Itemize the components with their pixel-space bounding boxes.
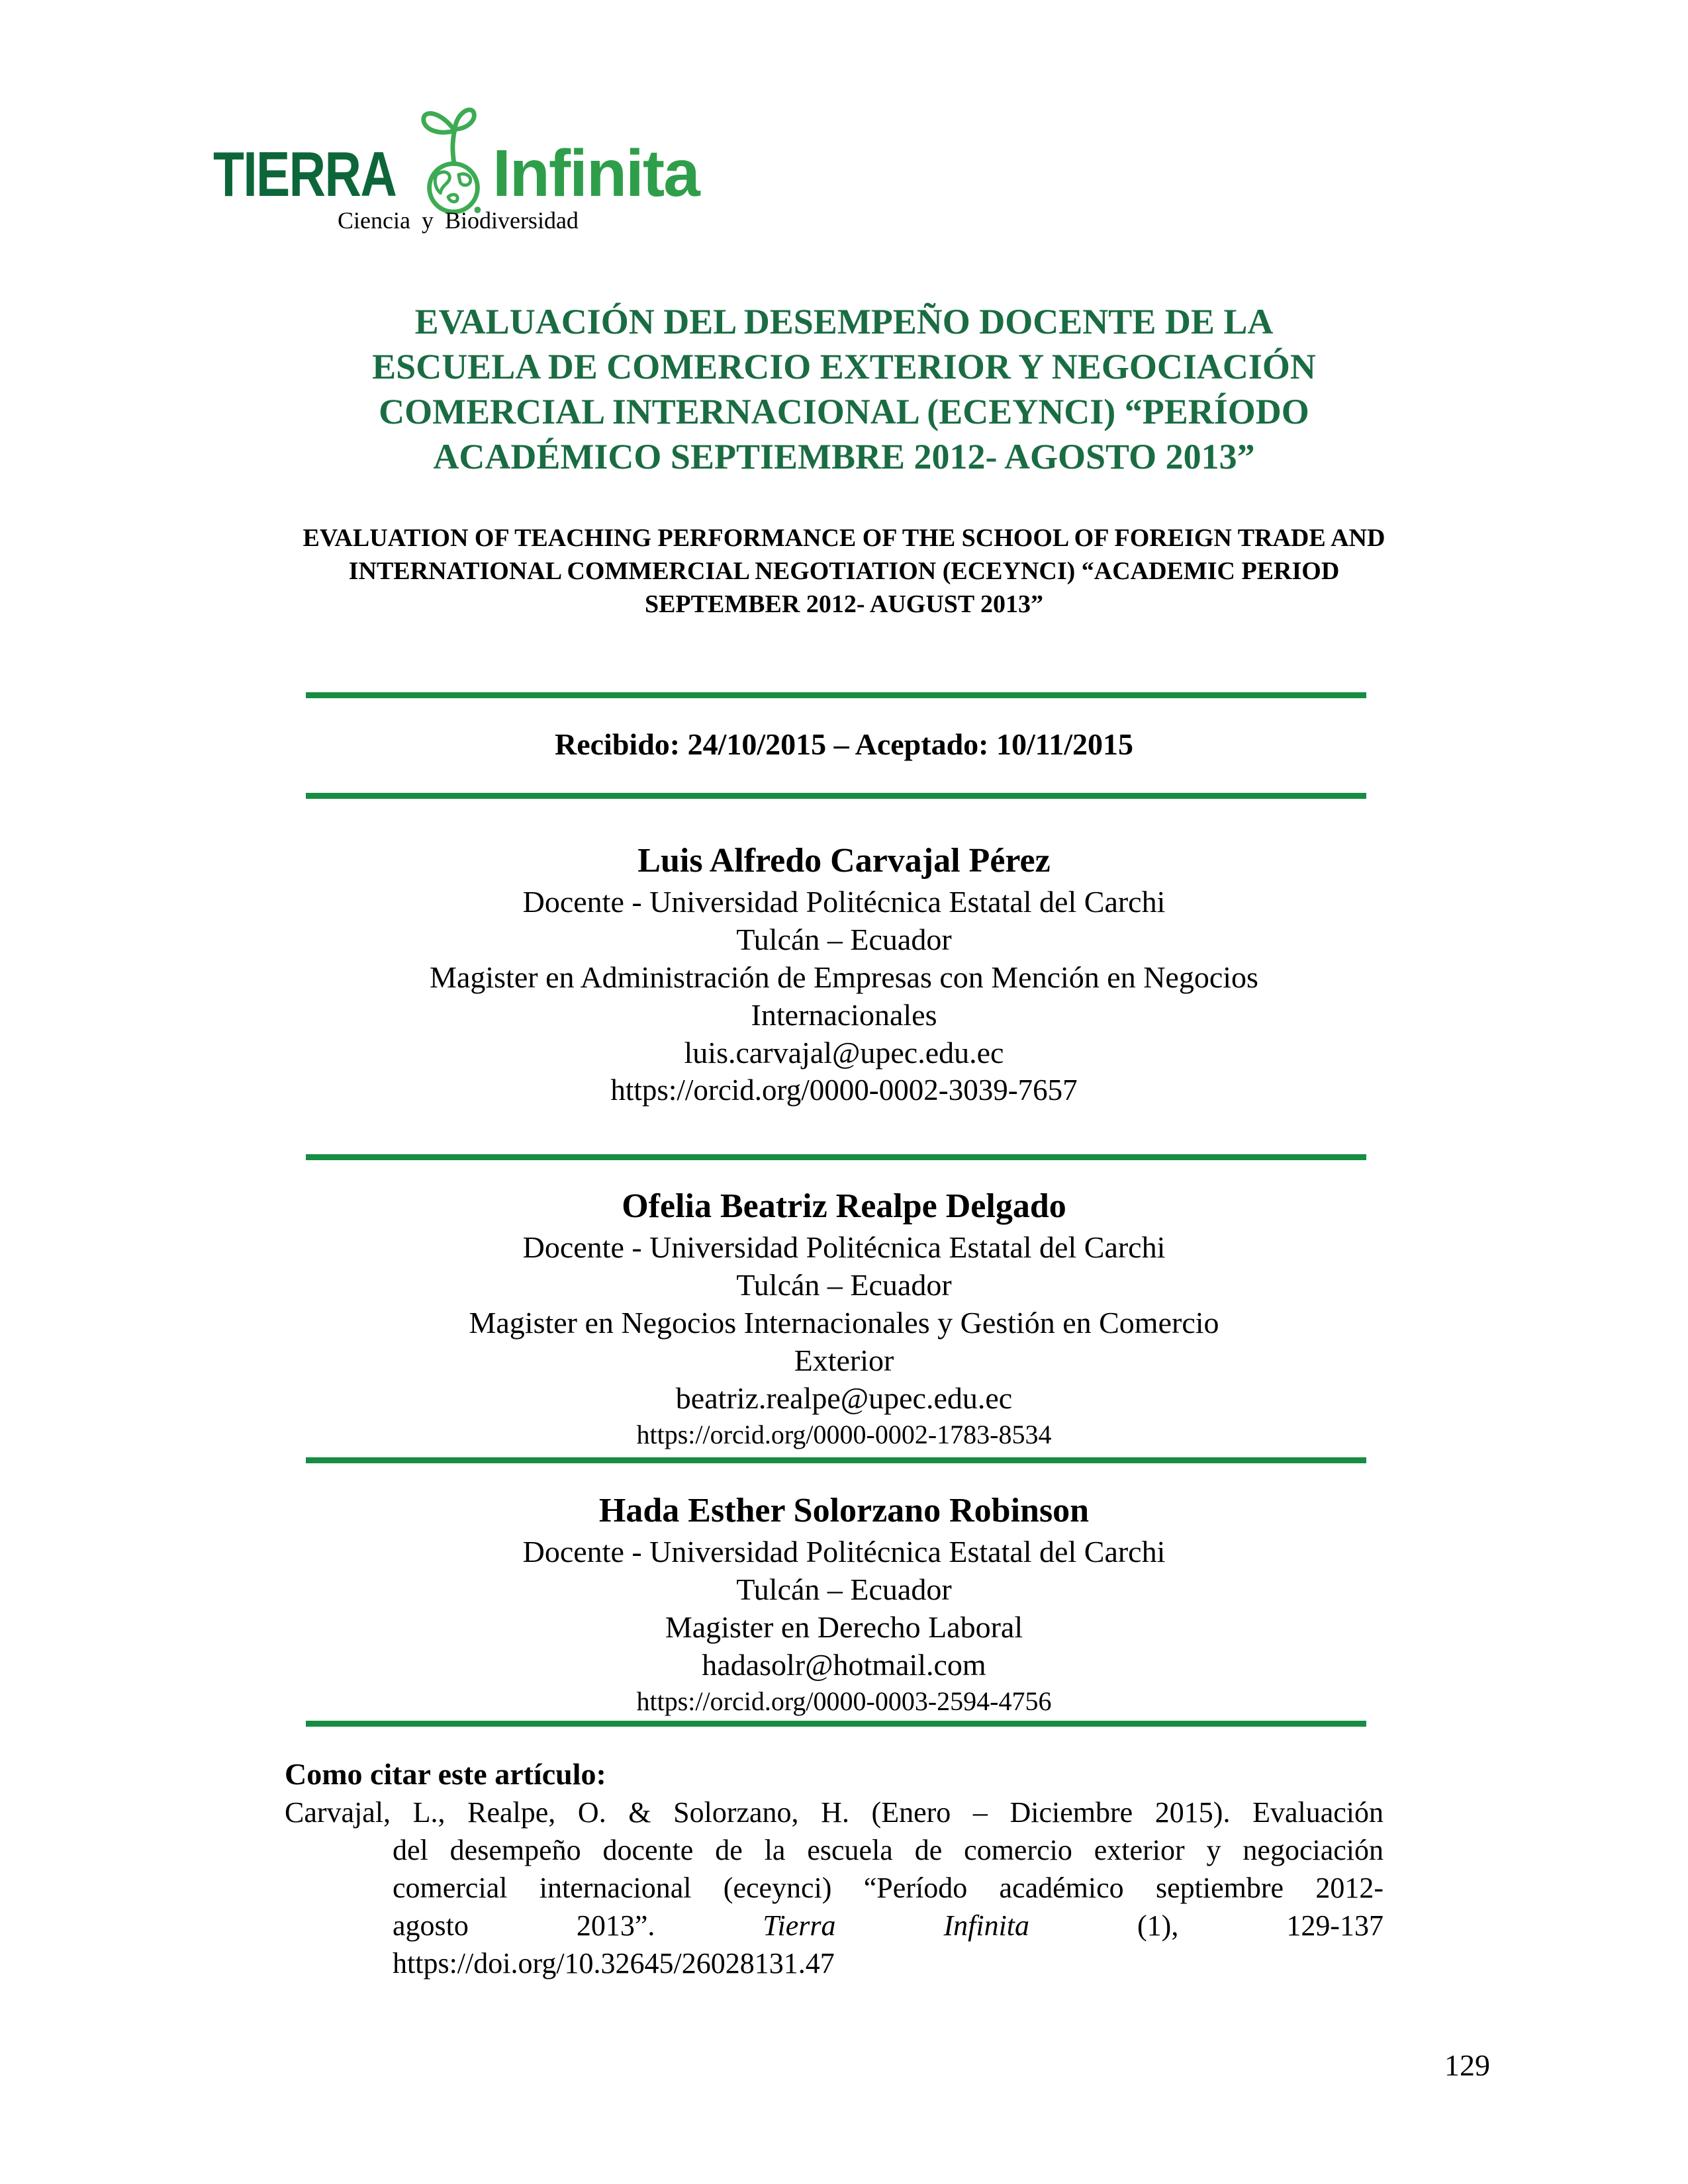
author-name: Hada Esther Solorzano Robinson <box>598 1492 1090 1529</box>
author-email[interactable]: hadasolr@hotmail.com <box>702 1648 986 1682</box>
green-rule <box>306 1457 1366 1463</box>
citation-line: Carvajal, L., Realpe, O. & Solorzano, H. (Enero – Diciembre 2015). Evaluación <box>285 1796 1383 1829</box>
sprout-stem <box>453 129 455 163</box>
sprout-left-leaf <box>424 113 455 132</box>
globe-continent-left <box>435 172 449 193</box>
citation-journal-name: Tierra <box>763 1909 836 1942</box>
title-line: EVALUATION OF TEACHING PERFORMANCE OF THE SCHOOL OF FOREIGN TRADE AND <box>303 524 1385 552</box>
article-title-en <box>295 522 1393 621</box>
author-degree: Exterior <box>794 1343 894 1377</box>
author-email[interactable]: beatriz.realpe@upec.edu.ec <box>675 1381 1013 1415</box>
title-line: ACADÉMICO SEPTIEMBRE 2012- AGOSTO 2013” <box>433 437 1255 477</box>
green-rule <box>306 692 1366 698</box>
author-degree: Magister en Negocios Internacionales y Gestión en Comercio <box>469 1306 1219 1340</box>
citation-heading: Como citar este artículo: <box>285 1757 606 1791</box>
author-name: Ofelia Beatriz Realpe Delgado <box>622 1187 1066 1225</box>
citation-doi-link[interactable]: https://doi.org/10.32645/26028131.47 <box>393 1947 835 1979</box>
logo-infinita-text: Infinita <box>492 136 699 210</box>
received-accepted-dates: Recibido: 24/10/2015 – Aceptado: 10/11/2015 <box>555 727 1133 761</box>
title-line: ESCUELA DE COMERCIO EXTERIOR Y NEGOCIACIÓN <box>372 347 1316 387</box>
title-line: EVALUACIÓN DEL DESEMPEÑO DOCENTE DE LA <box>414 302 1274 341</box>
citation-line: del desempeño docente de la escuela de comercio exterior y negociación <box>393 1834 1383 1866</box>
citation-line: comercial internacional (eceynci) “Período académico septiembre 2012- <box>393 1872 1383 1904</box>
logo-tierra-text: TIERRA <box>213 139 397 210</box>
citation-journal-name: Infinita <box>943 1909 1030 1942</box>
author-email[interactable]: luis.carvajal@upec.edu.ec <box>684 1036 1004 1069</box>
title-line: COMERCIAL INTERNACIONAL (ECEYNCI) “PERÍODO <box>379 392 1309 432</box>
title-line: INTERNATIONAL COMMERCIAL NEGOTIATION (ECEYNCI) “ACADEMIC PERIOD <box>348 557 1340 585</box>
author-affiliation: Docente - Universidad Politécnica Estatal del Carchi <box>522 1230 1166 1264</box>
author-affiliation: Docente - Universidad Politécnica Estatal del Carchi <box>522 1535 1166 1569</box>
citation-section <box>285 1755 1383 1982</box>
title-line: SEPTEMBER 2012- AUGUST 2013” <box>644 590 1044 618</box>
green-rule <box>306 1721 1366 1727</box>
author-block <box>295 1489 1393 1719</box>
author-location: Tulcán – Ecuador <box>736 1572 952 1606</box>
author-degree: Magister en Derecho Laboral <box>665 1610 1023 1644</box>
author-block <box>295 839 1393 1109</box>
page-number: 129 <box>1444 2048 1490 2082</box>
globe-continent-south <box>448 195 457 202</box>
author-degree: Magister en Administración de Empresas con Mención en Negocios <box>430 960 1258 994</box>
green-rule <box>306 1154 1366 1160</box>
article-title-es <box>295 299 1393 479</box>
citation-word: agosto <box>393 1909 469 1942</box>
author-location: Tulcán – Ecuador <box>736 923 952 956</box>
author-orcid-link[interactable]: https://orcid.org/0000-0002-3039-7657 <box>610 1073 1078 1107</box>
author-degree: Internacionales <box>751 998 937 1032</box>
author-orcid-link[interactable]: https://orcid.org/0000-0002-1783-8534 <box>636 1420 1052 1449</box>
author-orcid-link[interactable]: https://orcid.org/0000-0003-2594-4756 <box>636 1686 1052 1716</box>
author-affiliation: Docente - Universidad Politécnica Estatal del Carchi <box>522 885 1166 919</box>
citation-line-justified <box>393 1907 1383 1944</box>
sprout-right-leaf <box>455 110 474 129</box>
author-location: Tulcán – Ecuador <box>736 1268 952 1302</box>
globe-continent-right <box>459 174 471 185</box>
citation-issue: (1), <box>1137 1909 1179 1942</box>
author-block <box>295 1185 1393 1453</box>
author-name: Luis Alfredo Carvajal Pérez <box>637 842 1051 880</box>
logo-tagline: Ciencia y Biodiversidad <box>338 207 579 234</box>
green-rule <box>306 793 1366 799</box>
globe-sprout-icon <box>414 102 492 216</box>
citation-pages: 129-137 <box>1286 1909 1383 1942</box>
citation-word: 2013”. <box>576 1909 655 1942</box>
